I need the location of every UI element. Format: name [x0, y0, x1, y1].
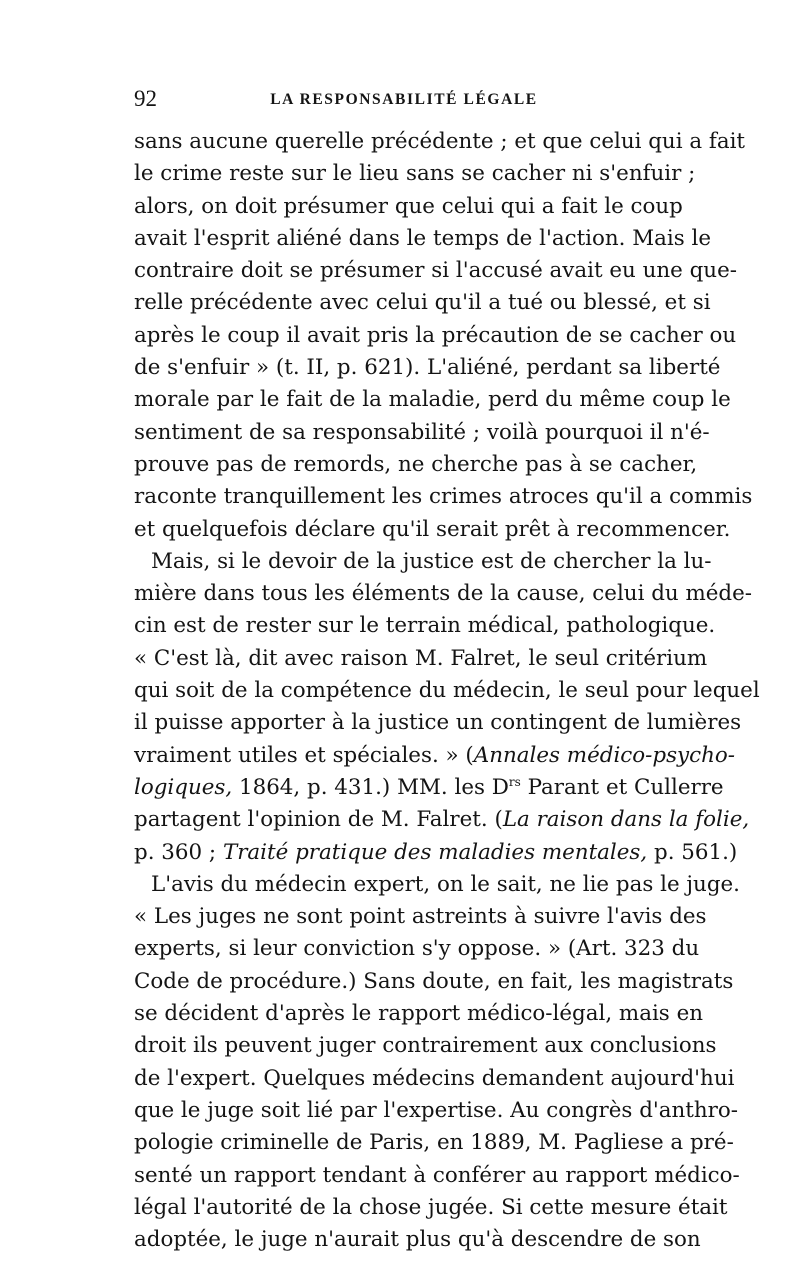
text-segment: L'avis du médecin expert, on le sait, ne lie pas le juge.	[151, 871, 740, 897]
text-segment: p. 561.)	[647, 839, 738, 865]
text-segment: Mais, si le devoir de la justice est de chercher la lu-	[151, 548, 712, 574]
text-line	[134, 223, 712, 255]
text-segment: sans aucune querelle précédente ; et que celui qui a fait	[134, 129, 746, 154]
text-segment: légal l'autorité de la chose jugée. Si cette mesure était	[134, 1194, 728, 1220]
text-segment: contraire doit se présumer si l'accusé avait eu une que-	[134, 258, 737, 284]
text-line	[134, 320, 737, 352]
text-line	[134, 546, 712, 578]
text-segment: morale par le fait de la maladie, perd du même coup le	[134, 387, 731, 413]
running-title: LA RESPONSABILITÉ LÉGALE	[270, 91, 538, 108]
text-line	[134, 675, 760, 707]
text-line	[134, 707, 742, 739]
text-segment: de l'expert. Quelques médecins demandent aujourd'hui	[134, 1065, 735, 1091]
text-line	[134, 610, 716, 642]
text-line	[134, 126, 746, 158]
text-segment: alors, on doit présumer que celui qui a fait le coup	[134, 193, 683, 219]
text-line	[134, 740, 735, 772]
italic-text: Annales médico-psycho-	[473, 742, 735, 768]
text-line	[134, 869, 740, 901]
text-segment: après le coup il avait pris la précaution de se cacher ou	[134, 322, 737, 348]
text-line	[134, 1030, 717, 1062]
text-segment: il puisse apporter à la justice un contingent de lumières	[134, 710, 742, 736]
text-segment: « Les juges ne sont point astreints à suivre l'avis des	[134, 904, 707, 930]
text-segment: de s'enfuir » (t. II, p. 621). L'aliéné, perdant sa liberté	[134, 355, 721, 381]
text-line	[134, 481, 753, 513]
text-segment: se décident d'après le rapport médico-légal, mais en	[134, 1001, 704, 1027]
text-line	[134, 384, 731, 416]
text-segment: droit ils peuvent juger contrairement aux conclusions	[134, 1033, 717, 1059]
text-line	[134, 191, 683, 223]
text-line	[134, 804, 750, 836]
superscript-text: rs	[508, 774, 521, 789]
text-segment: senté un rapport tendant à conférer au rapport médico-	[134, 1162, 740, 1188]
text-line	[134, 514, 731, 546]
text-line	[134, 1127, 734, 1159]
text-segment: raconte tranquillement les crimes atroces qu'il a commis	[134, 484, 753, 510]
text-line	[134, 1063, 735, 1095]
text-segment: prouve pas de remords, ne cherche pas à se cacher,	[134, 451, 698, 477]
text-line	[134, 158, 696, 190]
page-number: 92	[134, 86, 157, 111]
text-segment: que le juge soit lié par l'expertise. Au congrès d'anthro-	[134, 1097, 739, 1123]
text-line	[134, 287, 711, 319]
text-segment: vraiment utiles et spéciales. » (	[134, 742, 474, 768]
text-segment: p. 360 ;	[134, 839, 223, 865]
text-line	[134, 352, 721, 384]
text-line	[134, 417, 710, 449]
text-segment: sentiment de sa responsabilité ; voilà pourquoi il n'é-	[134, 419, 710, 445]
italic-text: logiques,	[134, 774, 233, 800]
text-segment: avait l'esprit aliéné dans le temps de l'action. Mais le	[134, 225, 712, 251]
text-line	[134, 1160, 740, 1192]
text-line	[134, 578, 752, 610]
text-segment: qui soit de la compétence du médecin, le seul pour lequel	[134, 678, 760, 704]
text-segment: « C'est là, dit avec raison M. Falret, le seul critérium	[134, 645, 708, 671]
text-line	[134, 1192, 728, 1224]
text-line	[134, 449, 698, 481]
text-segment: pologie criminelle de Paris, en 1889, M. Pagliese a pré-	[134, 1130, 734, 1156]
page-header	[134, 86, 674, 120]
text-segment: partagent l'opinion de M. Falret. (	[134, 807, 503, 833]
text-segment: 1864, p. 431.) MM. les D	[232, 774, 509, 800]
text-segment: adoptée, le juge n'aurait plus qu'à descendre de son	[134, 1227, 701, 1253]
italic-text: La raison dans la folie,	[502, 807, 750, 833]
text-line	[134, 837, 738, 869]
text-line	[134, 998, 704, 1030]
text-segment: Code de procédure.) Sans doute, en fait, les magistrats	[134, 968, 734, 994]
text-segment: le crime reste sur le lieu sans se cacher ni s'enfuir ;	[134, 161, 696, 187]
text-segment: mière dans tous les éléments de la cause, celui du méde-	[134, 581, 752, 607]
text-segment: experts, si leur conviction s'y oppose. » (Art. 323 du	[134, 936, 700, 962]
text-line	[134, 255, 737, 287]
text-line	[134, 1095, 739, 1127]
text-line	[134, 966, 734, 998]
text-line	[134, 643, 708, 675]
text-segment: Parant et Cullerre	[520, 774, 724, 800]
text-line	[134, 1224, 701, 1256]
text-line	[134, 772, 724, 804]
text-line	[134, 933, 700, 965]
text-segment: et quelquefois déclare qu'il serait prêt à recommencer.	[134, 516, 731, 542]
italic-text: Traité pratique des maladies mentales,	[222, 839, 648, 865]
body-text	[134, 126, 760, 1256]
text-segment: cin est de rester sur le terrain médical, pathologique.	[134, 613, 716, 639]
text-segment: relle précédente avec celui qu'il a tué ou blessé, et si	[134, 290, 711, 316]
text-line	[134, 901, 707, 933]
